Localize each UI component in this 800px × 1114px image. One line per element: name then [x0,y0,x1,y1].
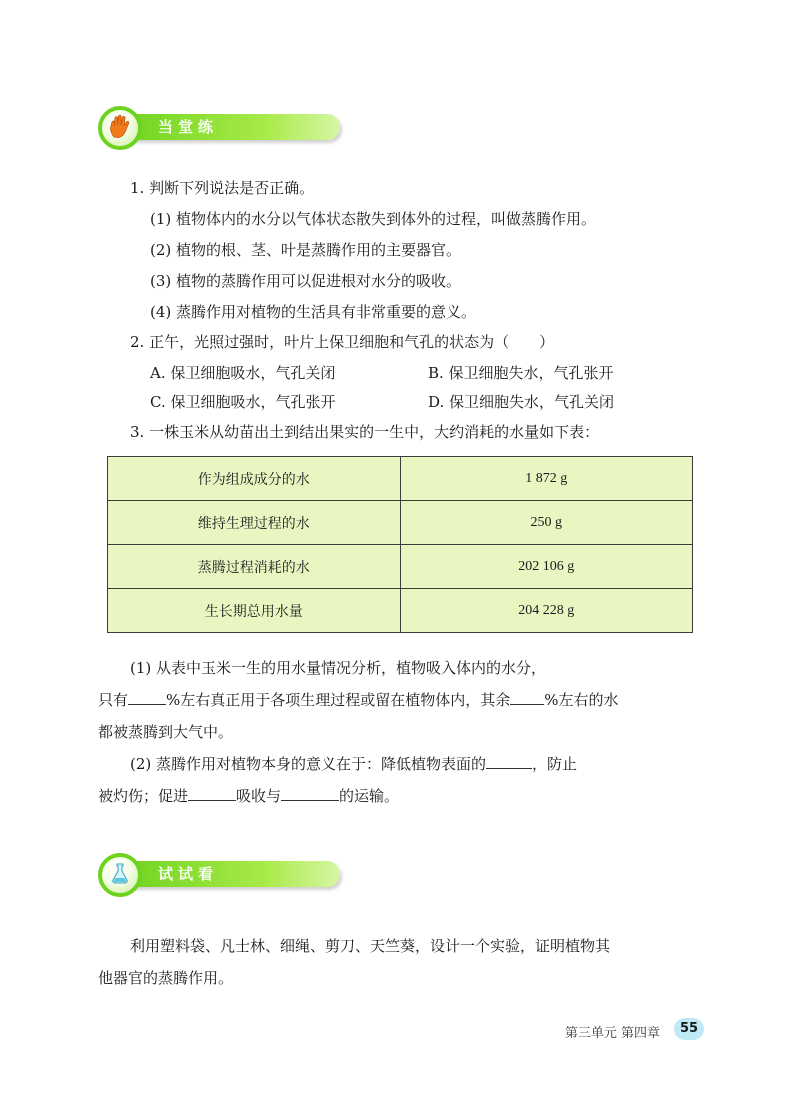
table-cell-value: 204 228 g [400,589,693,633]
sub-question-2-line-1 [130,748,577,780]
question-3-stem: 3. 一株玉米从幼苗出土到结出果实的一生中，大约消耗的水量如下表： [130,423,600,441]
table-cell-value: 250 g [400,501,693,545]
text: 只有 [98,691,129,709]
section-banner-try [98,853,348,897]
text: %左右真正用于各项生理过程或留在植物体内，其余 [166,691,511,709]
question-2-option-b: B. 保卫细胞失水，气孔张开 [428,364,614,382]
hand-icon [107,113,133,143]
answer-blank[interactable] [486,753,532,769]
question-1-item-1: (1) 植物体内的水分以气体状态散失到体外的过程，叫做蒸腾作用。 [150,210,597,228]
sub-question-1-line-1: (1) 从表中玉米一生的用水量情况分析，植物吸入体内的水分， [130,659,547,677]
table-cell-value: 202 106 g [400,545,693,589]
table-cell-label: 生长期总用水量 [108,589,401,633]
banner-icon-badge [98,853,142,897]
table-row [108,501,693,545]
question-1-item-2: (2) 植物的根、茎、叶是蒸腾作用的主要器官。 [150,241,462,259]
question-2-option-c: C. 保卫细胞吸水，气孔张开 [150,393,336,411]
section-title: 当堂练 [158,118,219,136]
section-banner-practice [98,106,348,150]
question-1-stem: 1. 判断下列说法是否正确。 [130,179,315,197]
text: %左右的水 [544,691,619,709]
banner-bar [120,861,340,887]
question-1-item-3: (3) 植物的蒸腾作用可以促进根对水分的吸收。 [150,272,462,290]
table-row [108,457,693,501]
text: (2) 蒸腾作用对植物本身的意义在于：降低植物表面的 [130,755,487,773]
section-title: 试试看 [158,865,219,883]
question-2-option-a: A. 保卫细胞吸水，气孔关闭 [150,364,336,382]
water-usage-table [107,456,693,633]
page-number: 55 [674,1018,704,1040]
banner-icon-badge [98,106,142,150]
text: ，防止 [532,755,578,773]
table-cell-value: 1 872 g [400,457,693,501]
sub-question-1-line-2 [98,684,619,716]
try-text-line-1: 利用塑料袋、凡士林、细绳、剪刀、天竺葵，设计一个实验，证明植物其 [130,937,611,955]
question-1-item-4: (4) 蒸腾作用对植物的生活具有非常重要的意义。 [150,303,477,321]
answer-blank[interactable] [510,689,544,705]
table-cell-label: 作为组成成分的水 [108,457,401,501]
question-2-option-d: D. 保卫细胞失水，气孔关闭 [428,393,615,411]
table-row [108,545,693,589]
text: 被灼伤；促进 [98,787,189,805]
answer-blank[interactable] [281,785,339,801]
text: 吸收与 [236,787,282,805]
sub-question-1-line-3: 都被蒸腾到大气中。 [98,723,234,741]
try-text-line-2: 他器官的蒸腾作用。 [98,969,234,987]
answer-blank[interactable] [128,689,166,705]
banner-bar [120,114,340,140]
table-row [108,589,693,633]
text: 的运输。 [339,787,400,805]
table-cell-label: 维持生理过程的水 [108,501,401,545]
chapter-label: 第三单元 第四章 [564,1026,660,1041]
beaker-icon [108,861,132,889]
question-2-stem: 2. 正午，光照过强时，叶片上保卫细胞和气孔的状态为（ ） [130,333,555,351]
table-cell-label: 蒸腾过程消耗的水 [108,545,401,589]
sub-question-2-line-2 [98,780,399,812]
answer-blank[interactable] [188,785,236,801]
